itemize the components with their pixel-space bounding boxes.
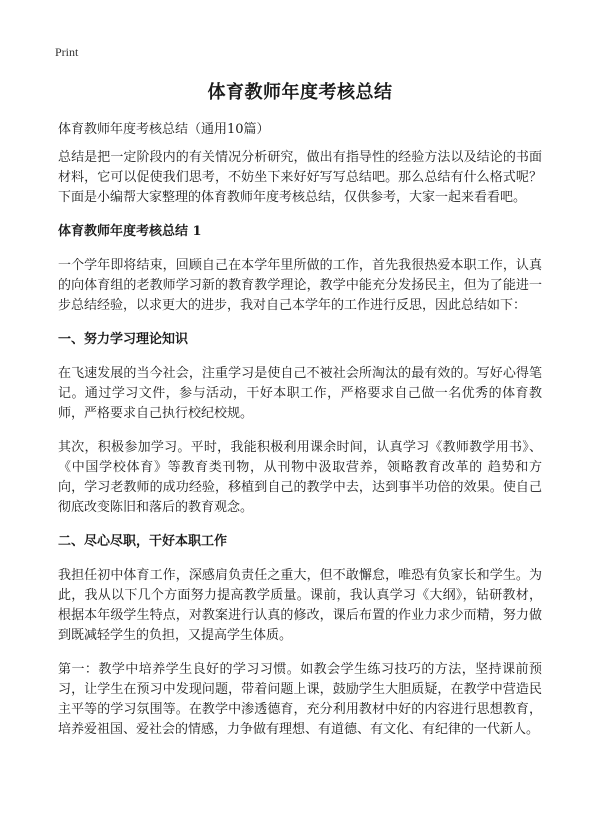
section-2-heading: 二、尽心尽职，干好本职工作 — [58, 534, 228, 549]
section-2-paragraph-1: 我担任初中体育工作，深感肩负责任之重大，但不敢懈怠，唯恐有负家长和学生。为此，我从以下几个方面努力提高教学质量。课前，我认真学习《大纲》，钻研教材，根据本年级学生特点，对教案进行认真的修改，课后布置的作业力求少而精，努力做到既减轻学生的负担，又提高学生体质。 — [58, 568, 542, 643]
article-heading: 体育教师年度考核总结 1 — [58, 224, 202, 239]
article-intro-paragraph: 一个学年即将结束，回顾自己在本学年里所做的工作，首先我很热爱本职工作，认真的向体育组的老教师学习新的教育教学理论，教学中能充分发扬民主，但为了能进一步总结经验，以求更大的进步，我对自己本学年的工作进行反思，因此总结如下： — [58, 258, 542, 313]
section-1-heading: 一、努力学习理论知识 — [58, 332, 189, 347]
print-link[interactable]: Print — [55, 45, 79, 59]
section-1-paragraph-1: 在飞速发展的当今社会，注重学习是使自己不被社会所淘汰的最有效的。写好心得笔记。通过学习文件，参与活动，干好本职工作，严格要求自己做一名优秀的体育教师，严格要求自己执行校纪校规。 — [58, 366, 542, 421]
document-body — [58, 120, 542, 754]
page-title: 体育教师年度考核总结 — [207, 82, 393, 103]
section-2-paragraph-2: 第一：教学中培养学生良好的学习习惯。如教会学生练习技巧的方法，坚持课前预习，让学生在预习中发现问题，带着问题上课，鼓励学生大胆质疑，在教学中营造民主平等的学习氛围等。在教学中渗透德育，充分利用教材中好的内容进行思想教育，培养爱祖国、爱社会的情感，力争做有理想、有道德、有文化、有纪律的一代新人。 — [58, 662, 542, 737]
document-subtitle: 体育教师年度考核总结（通用10篇） — [58, 122, 270, 137]
section-1-paragraph-2: 其次，积极参加学习。平时，我能积极利用课余时间，认真学习《教师教学用书》、《中国学校体育》等教育类刊物，从刊物中汲取营养，领略教育改革的 趋势和方向，学习老教师的成功经验，移植到自己的教学中去，达到事半功倍的效果。使自己彻底改变陈旧和落后的教育观念。 — [58, 440, 542, 515]
intro-paragraph: 总结是把一定阶段内的有关情况分析研究，做出有指导性的经验方法以及结论的书面材料，它可以促使我们思考，不妨坐下来好好写写总结吧。那么总结有什么格式呢？下面是小编帮大家整理的体育教师年度考核总结，仅供参考，大家一起来看看吧。 — [58, 150, 542, 205]
